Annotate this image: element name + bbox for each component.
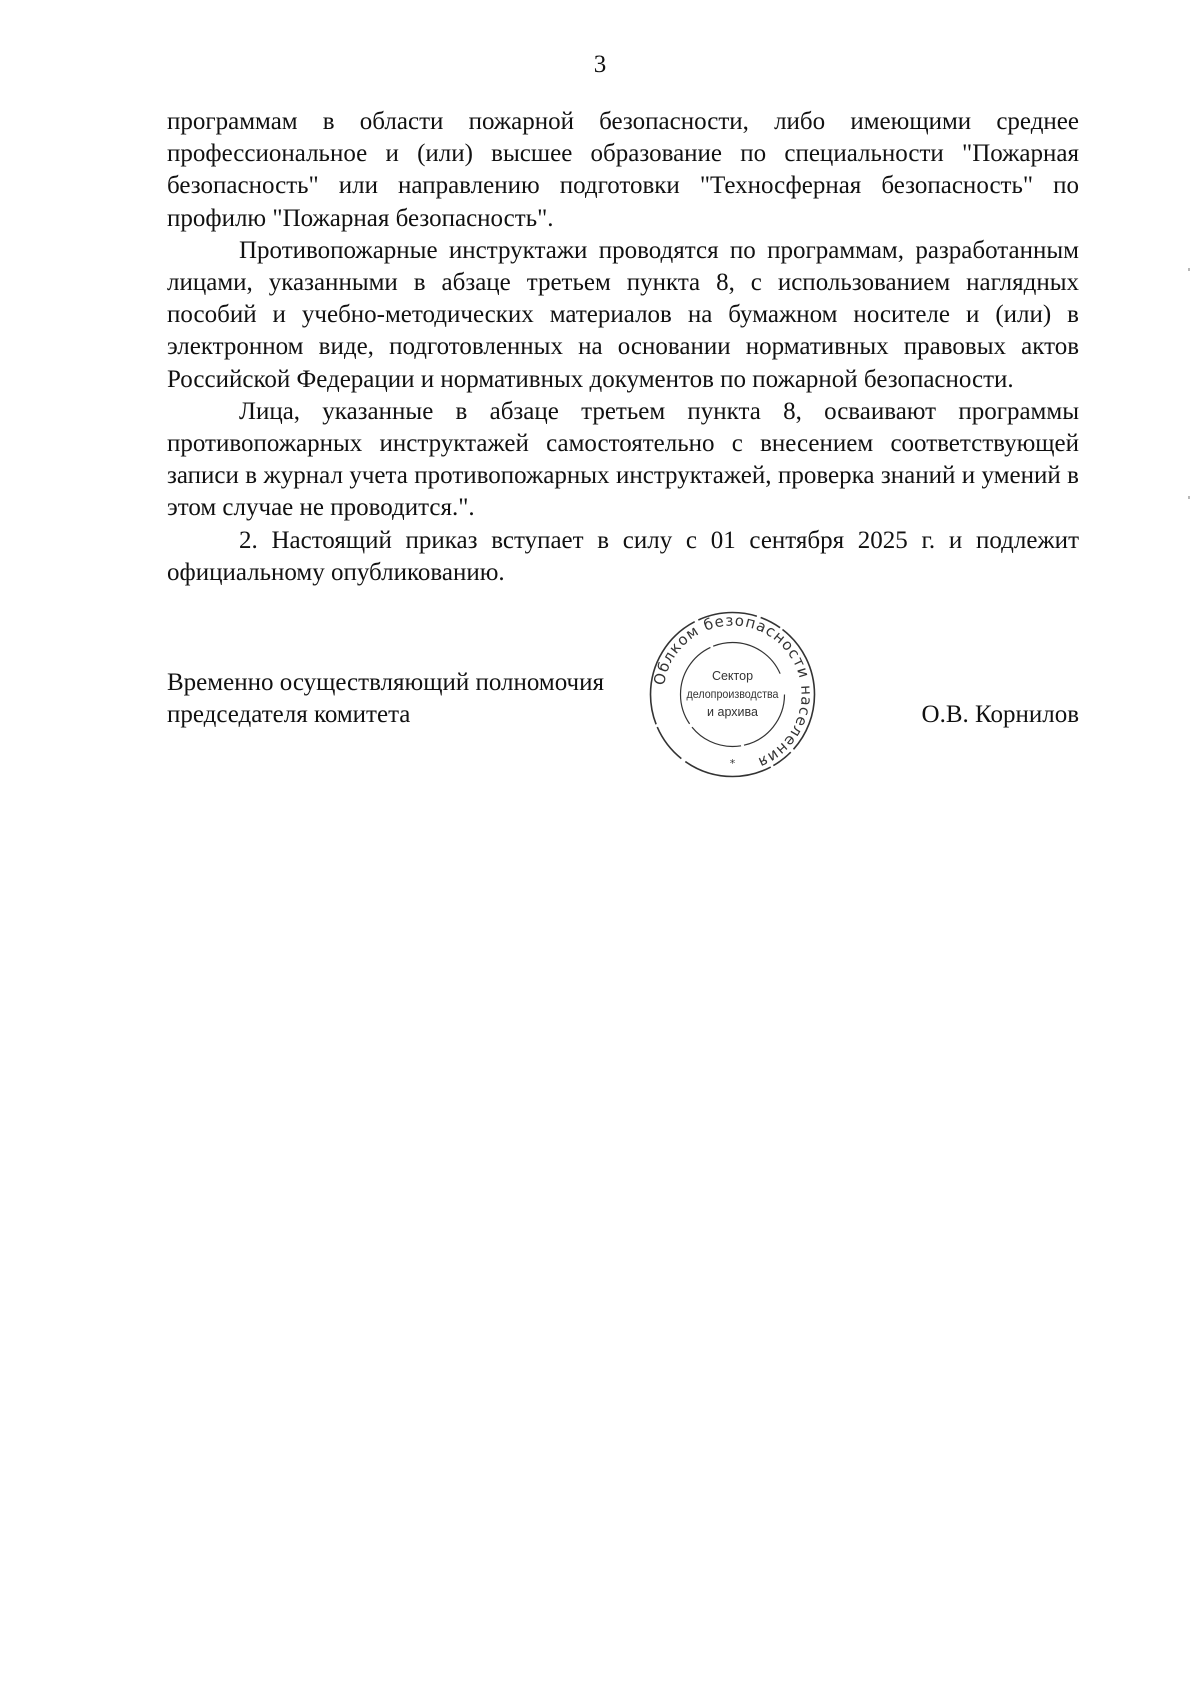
stamp-star-icon: * bbox=[729, 757, 736, 770]
paragraph-self-study: Лица, указанные в абзаце третьем пункта 8, осваивают программы противопожарных инструктажей самостоятельно с внесением соответствующей записи в журнал учета противопожарных инструктажей, проверка знаний и умений в этом случае не проводится.". bbox=[167, 397, 1079, 522]
scan-edge-mark bbox=[1188, 496, 1190, 499]
paragraph-briefings: Противопожарные инструктажи проводятся по программам, разработанным лицами, указанными в абзаце третьем пункта 8, с использованием наглядных пособий и учебно-методических материалов на бумажном носителе и (или) в электронном виде, подготовленных на основании нормативных правовых актов Российской Федерации и нормативных документов по пожарной безопасности. bbox=[167, 236, 1079, 393]
paragraph-effective-date: 2. Настоящий приказ вступает в силу с 01 сентября 2025 г. и подлежит официальному опубликованию. bbox=[167, 526, 1079, 586]
signatory-name: О.В. Корнилов bbox=[921, 701, 1079, 728]
document-body bbox=[167, 106, 1079, 589]
stamp-line-sector: Сектор bbox=[711, 669, 754, 683]
signatory-title-line1: Временно осуществляющий полномочия bbox=[167, 669, 605, 696]
office-stamp bbox=[645, 607, 820, 782]
stamp-line-records: делопроизводства bbox=[686, 687, 779, 701]
scan-edge-mark bbox=[1188, 268, 1190, 271]
signatory-title bbox=[167, 667, 687, 731]
stamp-outer-text-path: Облком безопасности населения bbox=[650, 611, 816, 773]
paragraph-continuation: программам в области пожарной безопасности, либо имеющими среднее профессиональное и (или) высшее образование по специальности "Пожарная безопасность" или направлению подготовки "Техносферная безопасность" по профилю "Пожарная безопасность". bbox=[167, 108, 1079, 232]
stamp-graphic bbox=[645, 607, 820, 782]
page-number: 3 bbox=[593, 51, 607, 78]
signatory-title-line2: председателя комитета bbox=[167, 701, 411, 728]
stamp-line-archive: и архива bbox=[707, 705, 758, 719]
